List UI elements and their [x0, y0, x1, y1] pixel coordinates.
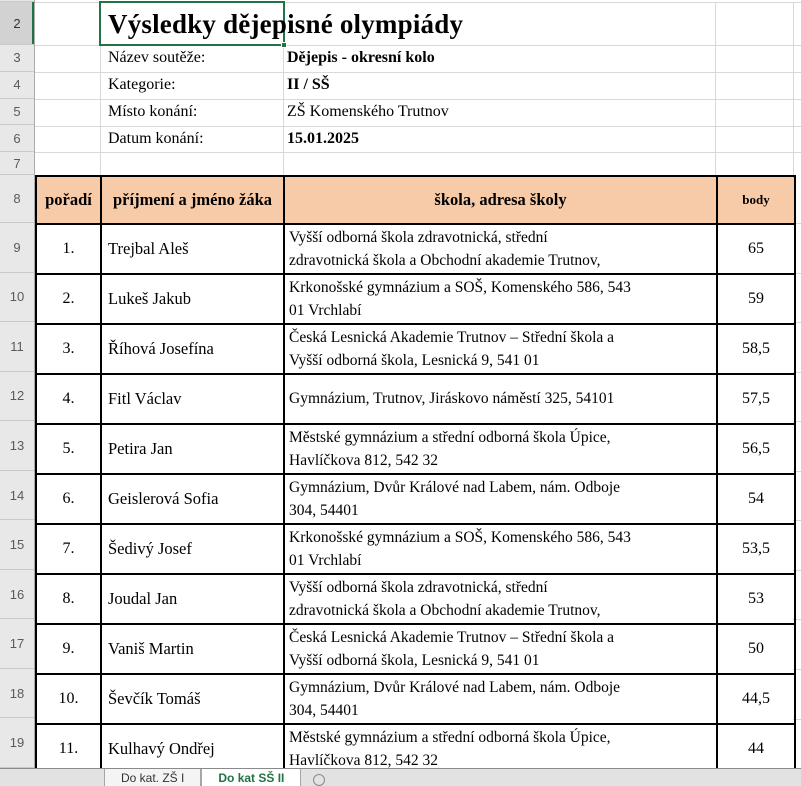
name-cell[interactable]: Ševčík Tomáš — [101, 674, 284, 724]
row-header-12[interactable]: 12 — [0, 372, 34, 422]
school-line: Krkonošské gymnázium a SOŠ, Komenského 586, 543 — [289, 528, 631, 546]
table-row — [36, 674, 795, 724]
row-header-gutter — [0, 0, 35, 768]
sheet-title[interactable]: Výsledky dějepisné olympiády — [108, 8, 464, 39]
school-cell[interactable] — [284, 274, 717, 324]
meta-row — [35, 45, 801, 72]
name-cell[interactable]: Říhová Josefína — [101, 324, 284, 374]
school-line: Vyšší odborná škola zdravotnická, střední — [289, 229, 548, 246]
row-header-5[interactable]: 5 — [0, 99, 34, 126]
table-row — [36, 224, 795, 274]
school-line: 01 Vrchlabí — [289, 302, 362, 319]
points-cell[interactable]: 59 — [717, 274, 795, 324]
school-line: Vyšší odborná škola zdravotnická, střední — [289, 578, 548, 596]
row-header-15[interactable]: 15 — [0, 520, 34, 570]
meta-value[interactable]: 15.01.2025 — [287, 129, 359, 147]
name-cell[interactable]: Lukeš Jakub — [101, 274, 284, 324]
points-cell[interactable]: 44 — [717, 724, 795, 774]
rank-cell[interactable]: 4. — [36, 374, 101, 424]
points-cell[interactable]: 44,5 — [717, 674, 795, 724]
table-row — [36, 474, 795, 524]
row-header-2[interactable]: 2 — [0, 2, 34, 45]
school-line: Havlíčkova 812, 542 32 — [289, 451, 438, 469]
row-header-6[interactable]: 6 — [0, 125, 34, 152]
row-header-17[interactable]: 17 — [0, 619, 34, 669]
header-school-cell[interactable]: škola, adresa školy — [284, 176, 717, 224]
row-header-19[interactable]: 19 — [0, 718, 34, 768]
row-header-9[interactable]: 9 — [0, 223, 34, 273]
rank-cell[interactable]: 7. — [36, 524, 101, 574]
school-line: zdravotnická škola a Obchodní akademie Trutnov, — [289, 252, 601, 269]
name-cell[interactable]: Kulhavý Ondřej — [101, 724, 284, 774]
meta-label[interactable]: Datum konání: — [108, 129, 204, 147]
points-cell[interactable]: 54 — [717, 474, 795, 524]
row-header-8[interactable]: 8 — [0, 175, 34, 223]
table-row — [36, 574, 795, 624]
table-row — [36, 274, 795, 324]
results-table — [35, 175, 796, 775]
sheet-tab-1[interactable]: Do kat. ZŠ I — [104, 769, 201, 786]
school-line: Vyšší odborná škola, Lesnická 9, 541 01 — [289, 651, 540, 669]
table-row — [36, 324, 795, 374]
school-line: Městské gymnázium a střední odborná škola Úpice, — [289, 428, 611, 446]
row-header-14[interactable]: 14 — [0, 471, 34, 521]
name-cell[interactable]: Joudal Jan — [101, 574, 284, 624]
table-row — [36, 624, 795, 674]
name-cell[interactable]: Šedivý Josef — [101, 524, 284, 574]
points-cell[interactable]: 50 — [717, 624, 795, 674]
row-header-16[interactable]: 16 — [0, 570, 34, 620]
name-cell[interactable]: Geislerová Sofia — [101, 474, 284, 524]
meta-label[interactable]: Kategorie: — [108, 76, 176, 94]
points-cell[interactable]: 53 — [717, 574, 795, 624]
row-header-13[interactable]: 13 — [0, 421, 34, 471]
school-line: Gymnázium, Dvůr Králové nad Labem, nám. Odboje — [289, 678, 621, 696]
points-cell[interactable]: 56,5 — [717, 424, 795, 474]
school-line: zdravotnická škola a Obchodní akademie Trutnov, — [289, 601, 601, 619]
table-row — [36, 374, 795, 424]
school-line: Krkonošské gymnázium a SOŠ, Komenského 586, 543 — [289, 279, 631, 296]
add-sheet-button[interactable] — [313, 774, 325, 786]
table-row — [36, 724, 795, 774]
rank-cell[interactable]: 6. — [36, 474, 101, 524]
meta-value[interactable]: ZŠ Komenského Trutnov — [287, 102, 449, 120]
school-line: Česká Lesnická Akademie Trutnov – Střední škola a — [289, 628, 615, 646]
meta-row — [35, 125, 801, 152]
meta-value[interactable]: II / SŠ — [287, 76, 330, 94]
table-row — [36, 524, 795, 574]
name-cell[interactable]: Fitl Václav — [101, 374, 284, 424]
rank-cell[interactable]: 8. — [36, 574, 101, 624]
meta-value[interactable]: Dějepis - okresní kolo — [287, 49, 435, 67]
sheet-tab-2[interactable]: Do kat SŠ II — [201, 769, 301, 786]
school-line: Havlíčkova 812, 542 32 — [289, 751, 438, 769]
header-points-cell[interactable]: body — [717, 176, 795, 224]
rank-cell[interactable]: 10. — [36, 674, 101, 724]
school-line: Vyšší odborná škola, Lesnická 9, 541 01 — [289, 352, 540, 369]
header-rank-cell[interactable]: pořadí — [36, 176, 101, 224]
row-header-3[interactable]: 3 — [0, 45, 34, 72]
rank-cell[interactable]: 9. — [36, 624, 101, 674]
meta-row — [35, 72, 801, 99]
school-line: 304, 54401 — [289, 501, 359, 519]
gridline — [35, 152, 801, 153]
school-cell[interactable] — [284, 374, 717, 424]
school-cell[interactable] — [284, 574, 717, 624]
name-cell[interactable]: Petira Jan — [101, 424, 284, 474]
meta-label[interactable]: Místo konání: — [108, 102, 198, 120]
header-name-cell[interactable]: příjmení a jméno žáka — [101, 176, 284, 224]
rank-cell[interactable]: 2. — [36, 274, 101, 324]
points-cell[interactable]: 58,5 — [717, 324, 795, 374]
school-cell[interactable] — [284, 624, 717, 674]
table-row — [36, 424, 795, 474]
row-header-10[interactable]: 10 — [0, 273, 34, 323]
points-cell[interactable]: 65 — [717, 224, 795, 274]
school-line: Gymnázium, Trutnov, Jiráskovo náměstí 325, 54101 — [289, 390, 615, 408]
school-cell[interactable] — [284, 524, 717, 574]
meta-label[interactable]: Název soutěže: — [108, 49, 206, 67]
name-cell[interactable]: Trejbal Aleš — [101, 224, 284, 274]
school-line: Česká Lesnická Akademie Trutnov – Střední škola a — [289, 329, 615, 346]
points-cell[interactable]: 53,5 — [717, 524, 795, 574]
meta-row — [35, 99, 801, 126]
school-line: 304, 54401 — [289, 701, 359, 719]
school-cell[interactable] — [284, 724, 717, 774]
row-header-7[interactable]: 7 — [0, 152, 34, 175]
table-header-row — [36, 176, 795, 224]
name-cell[interactable]: Vaniš Martin — [101, 624, 284, 674]
rank-cell[interactable]: 11. — [36, 724, 101, 774]
row-header-4[interactable]: 4 — [0, 72, 34, 99]
rank-cell[interactable]: 5. — [36, 424, 101, 474]
school-line: Gymnázium, Dvůr Králové nad Labem, nám. Odboje — [289, 478, 621, 496]
school-cell[interactable] — [284, 324, 717, 374]
school-cell[interactable] — [284, 424, 717, 474]
rank-cell[interactable]: 1. — [36, 224, 101, 274]
school-line: Městské gymnázium a střední odborná škola Úpice, — [289, 728, 611, 746]
school-cell[interactable] — [284, 674, 717, 724]
school-cell[interactable] — [284, 224, 717, 274]
row-header-11[interactable]: 11 — [0, 322, 34, 372]
sheet-tab-bar — [0, 768, 801, 786]
tab-bar-spacer — [0, 769, 104, 786]
row-header-18[interactable]: 18 — [0, 669, 34, 719]
school-line: 01 Vrchlabí — [289, 551, 362, 569]
points-cell[interactable]: 57,5 — [717, 374, 795, 424]
rank-cell[interactable]: 3. — [36, 324, 101, 374]
school-cell[interactable] — [284, 474, 717, 524]
